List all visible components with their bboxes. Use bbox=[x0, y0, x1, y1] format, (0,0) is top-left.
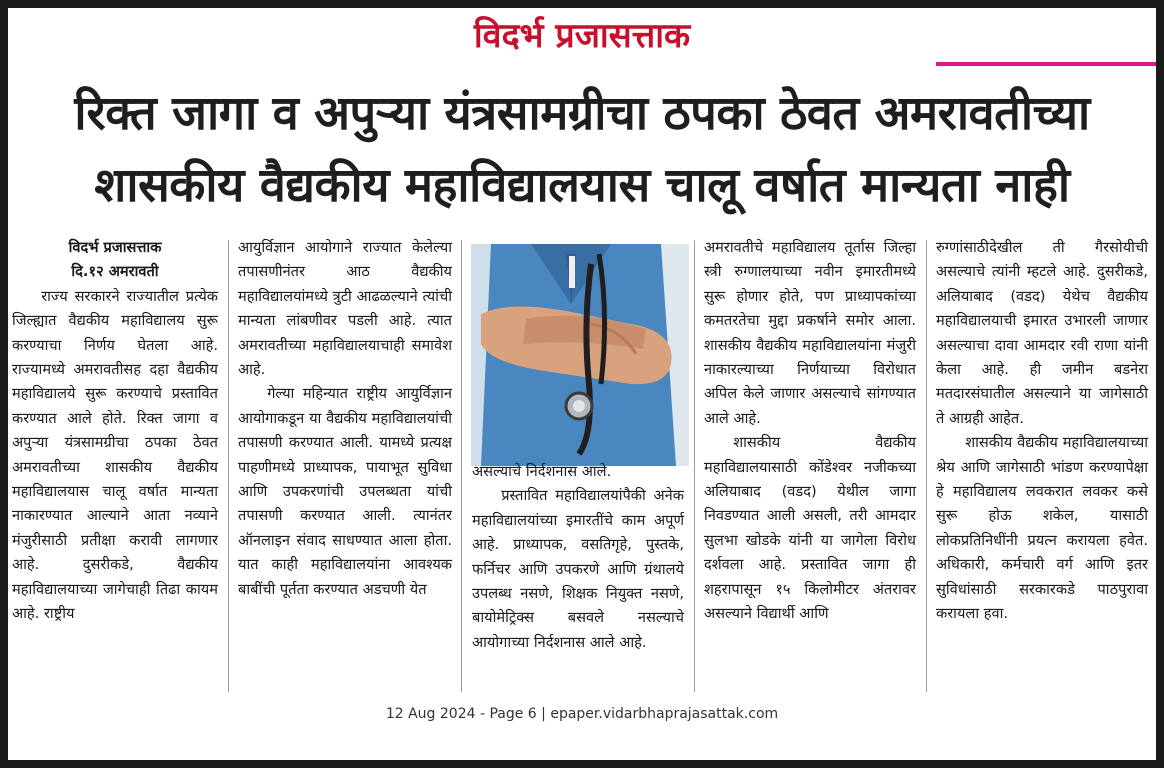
masthead-rule bbox=[936, 62, 1156, 66]
paragraph: राज्य सरकारने राज्यातील प्रत्येक जिल्ह्यात वैद्यकीय महाविद्यालय सुरू करण्याचा निर्णय घेतला आहे. राज्यामध्ये अमरावतीसह दहा वैद्यकीय महाविद्यालये सुरू करण्याचे प्रस्तावित करण्यात आले होते. रिक्त जागा व अपुऱ्या यंत्रसामग्रीचा ठपका ठेवत अमरावतीच्या शासकीय वैद्यकीय महाविद्यालयास चालू वर्षात मान्यता नाकारण्यात आल्याने आता नव्याने मंजुरीसाठी प्रतीक्षा करावी लागणार आहे. दुसरीकडे, वैद्यकीय महाविद्यालयाच्या जागेचाही तिढा कायम आहे. राष्ट्रीय bbox=[12, 287, 218, 623]
headline-line-1: रिक्त जागा व अपुऱ्या यंत्रसामग्रीचा ठपका ठेवत अमरावतीच्या bbox=[74, 86, 1090, 141]
newspaper-page bbox=[8, 8, 1156, 760]
column-divider bbox=[461, 240, 462, 692]
article-column-1 bbox=[12, 236, 218, 627]
paragraph: रुग्णांसाठीदेखील ती गैरसोयीची असल्याचे त्यांनी म्हटले आहे. दुसरीकडे, अलियाबाद (वडद) येथेच वैद्यकीय महाविद्यालयाची इमारत उभारली जाणार असल्याचा दावा आमदार रवी राणा यांनी केला आहे. ही जमीन बडनेरा मतदारसंघातील असल्याने या जागेसाठी ते आग्रही आहेत. bbox=[936, 239, 1148, 427]
headline-line-2: शासकीय वैद्यकीय महाविद्यालयास चालू वर्षात मान्यता नाही bbox=[94, 158, 1070, 213]
column-divider bbox=[926, 240, 927, 692]
paragraph: शासकीय वैद्यकीय महाविद्यालयासाठी कोंडेश्वर नजीकच्या अलियाबाद (वडद) येथील जागा निवडण्यात आली असली, तरी आमदार सुलभा खोडके यांनी या जागेला विरोध दर्शवला आहे. प्रस्तावित जागा ही शहरापासून १५ किलोमीटर अंतरावर असल्याने विद्यार्थी आणि bbox=[704, 434, 916, 623]
paragraph: गेल्या महिन्यात राष्ट्रीय आयुर्विज्ञान आयोगाकडून या वैद्यकीय महाविद्यालयांची तपासणी करण्यात आली. यामध्ये प्रत्यक्ष पाहणीमध्ये प्राध्यापक, पायाभूत सुविधा आणि उपकरणांची उपलब्धता यांची तपासणी करण्यात आली. त्यानंतर ऑनलाइन संवाद साधण्यात आला होता. यात काही महाविद्यालयांना आवश्यक बाबींची पूर्तता करण्यात अडचणी येत bbox=[238, 385, 452, 598]
byline-dateline: दि.१२ अमरावती bbox=[71, 263, 159, 281]
column-divider bbox=[694, 240, 695, 692]
paragraph: आयुर्विज्ञान आयोगाने राज्यात केलेल्या तपासणीनंतर आठ वैद्यकीय महाविद्यालयांमध्ये त्रुटी आढळल्याने त्यांची मान्यता लांबणीवर पडली आहे. त्यात अमरावतीच्या महाविद्यालयाचाही समावेश आहे. bbox=[238, 239, 452, 379]
doctor-stethoscope-photo bbox=[471, 244, 689, 466]
column-divider bbox=[228, 240, 229, 692]
article-column-5 bbox=[936, 236, 1148, 627]
paragraph: अमरावतीचे महाविद्यालय तूर्तास जिल्हा स्त्री रुग्णालयाच्या नवीन इमारतीमध्ये सुरू होणार होते, पण प्राध्यापकांच्या कमतरतेचा मुद्दा प्रकर्षाने समोर आला. शासकीय वैद्यकीय महाविद्यालयांना मंजुरी नाकारल्याच्या निर्णयाच्या विरोधात अपिल केले जाणार असल्याचे सांगण्यात आले आहे. bbox=[704, 239, 916, 427]
paragraph: प्रस्तावित महाविद्यालयांपैकी अनेक महाविद्यालयांच्या इमारतींचे काम अपूर्ण आहे. प्राध्यापक, वसतिगृहे, पुस्तके, फर्निचर आणि उपकरणे आणि ग्रंथालये उपलब्ध नसणे, शिक्षक नियुक्त नसणे, बायोमेट्रिक्स बसवले नसल्याचे आयोगाच्या निर्दशनास आले आहे. bbox=[472, 487, 684, 651]
article-column-4 bbox=[704, 236, 916, 627]
doctor-illustration bbox=[471, 244, 689, 466]
masthead-title: विदर्भ प्रजासत्ताक bbox=[473, 16, 691, 56]
paragraph: शासकीय वैद्यकीय महाविद्यालयाच्या श्रेय आणि जागेसाठी भांडण करण्यापेक्षा हे महाविद्यालय लवकरात लवकर कसे सुरू होऊ शकेल, यासाठी लोकप्रतिनिधींनी प्रयत्न करायला हवेत. अधिकारी, कर्मचारी वर्ग आणि इतर सुविधांसाठी सरकारकडे पाठपुरावा करायला हवा. bbox=[936, 434, 1148, 623]
article-headline bbox=[8, 78, 1156, 222]
article-column-2 bbox=[238, 236, 452, 602]
article-column-3 bbox=[472, 460, 684, 655]
byline-source: विदर्भ प्रजासत्ताक bbox=[68, 239, 162, 256]
paragraph: असल्याचे निर्दशनास आले. bbox=[472, 463, 612, 480]
page-footer: 12 Aug 2024 - Page 6 | epaper.vidarbhaprajasattak.com bbox=[385, 706, 779, 722]
